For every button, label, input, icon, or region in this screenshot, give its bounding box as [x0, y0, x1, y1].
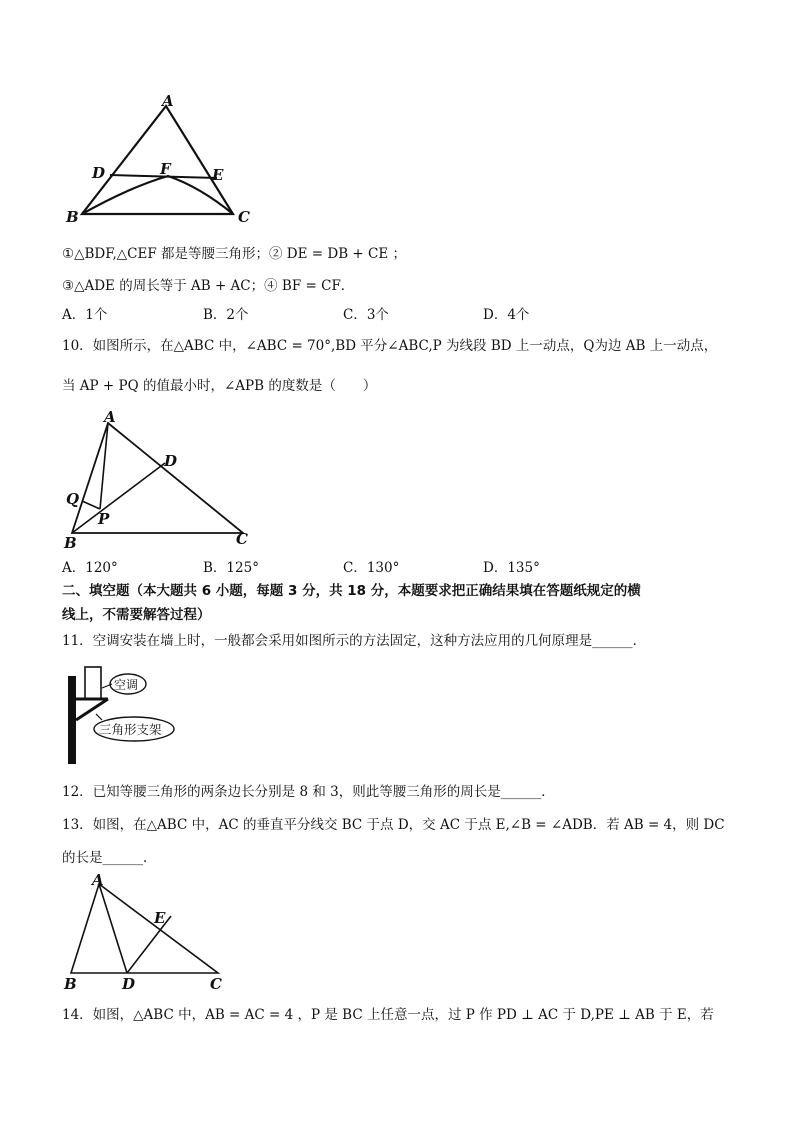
ac-label: 空调 [114, 678, 139, 692]
q10-option-d: D．135° [483, 560, 540, 576]
ac-bracket-figure-q11 [62, 662, 182, 767]
label-C: C [210, 975, 222, 993]
label-B: B [66, 208, 79, 226]
label-B: B [64, 975, 77, 993]
q9-statement-1: ①△BDF,△CEF 都是等腰三角形；② DE = DB + CE ； [62, 246, 406, 262]
label-A: A [162, 92, 174, 110]
q9-option-a: A．1个 [62, 307, 108, 323]
label-D: D [122, 975, 136, 993]
q14-question: 14．如图，△ABC 中，AB = AC = 4 ，P 是 BC 上任意一点，过 P 作 PD ⊥ AC 于 D,PE ⊥ AB 于 E，若 [62, 1007, 714, 1023]
q9-option-d: D．4个 [483, 307, 530, 323]
triangle-figure-q10 [60, 410, 260, 550]
triangle-figure-q9 [60, 92, 260, 232]
label-C: C [238, 208, 250, 226]
label-D: D [92, 164, 106, 182]
q10-option-b: B．125° [203, 560, 259, 576]
label-F: F [160, 160, 171, 178]
q10-question-line-1: 10．如图所示，在△ABC 中，∠ABC = 70°,BD 平分∠ABC,P 为线段 BD 上一动点，Q为边 AB 上一动点， [62, 338, 718, 354]
bracket-label: 三角形支架 [99, 722, 162, 737]
label-P: P [98, 510, 110, 528]
q10-question-line-2: 当 AP + PQ 的值最小时，∠APB 的度数是（ ） [62, 378, 377, 394]
label-Q: Q [66, 490, 80, 508]
q9-option-c: C．3个 [343, 307, 389, 323]
label-A: A [104, 408, 116, 426]
section-2-heading-line-1: 二、填空题（本大题共 6 小题，每题 3 分，共 18 分，本题要求把正确结果填在答题纸规定的横 [62, 583, 641, 599]
q12-question: 12．已知等腰三角形的两条边长分别是 8 和 3，则此等腰三角形的周长是______． [62, 784, 555, 800]
q11-question: 11．空调安装在墙上时，一般都会采用如图所示的方法固定，这种方法应用的几何原理是______． [62, 633, 647, 649]
label-B: B [64, 534, 77, 552]
label-E: E [212, 166, 224, 184]
q10-option-c: C．130° [343, 560, 400, 576]
section-2-heading-line-2: 线上，不需要解答过程） [62, 607, 211, 623]
triangle-figure-q13 [60, 872, 240, 992]
q9-statement-2: ③△ADE 的周长等于 AB + AC；④ BF = CF． [62, 278, 355, 294]
label-C: C [236, 530, 248, 548]
label-A: A [92, 871, 104, 889]
label-D: D [164, 452, 178, 470]
q9-option-b: B．2个 [203, 307, 249, 323]
q10-option-a: A．120° [62, 560, 118, 576]
q13-question-line-2: 的长是______． [62, 850, 157, 866]
label-E: E [154, 909, 166, 927]
q13-question-line-1: 13．如图，在△ABC 中，AC 的垂直平分线交 BC 于点 D，交 AC 于点 E,∠B = ∠ADB．若 AB = 4，则 DC [62, 817, 725, 833]
